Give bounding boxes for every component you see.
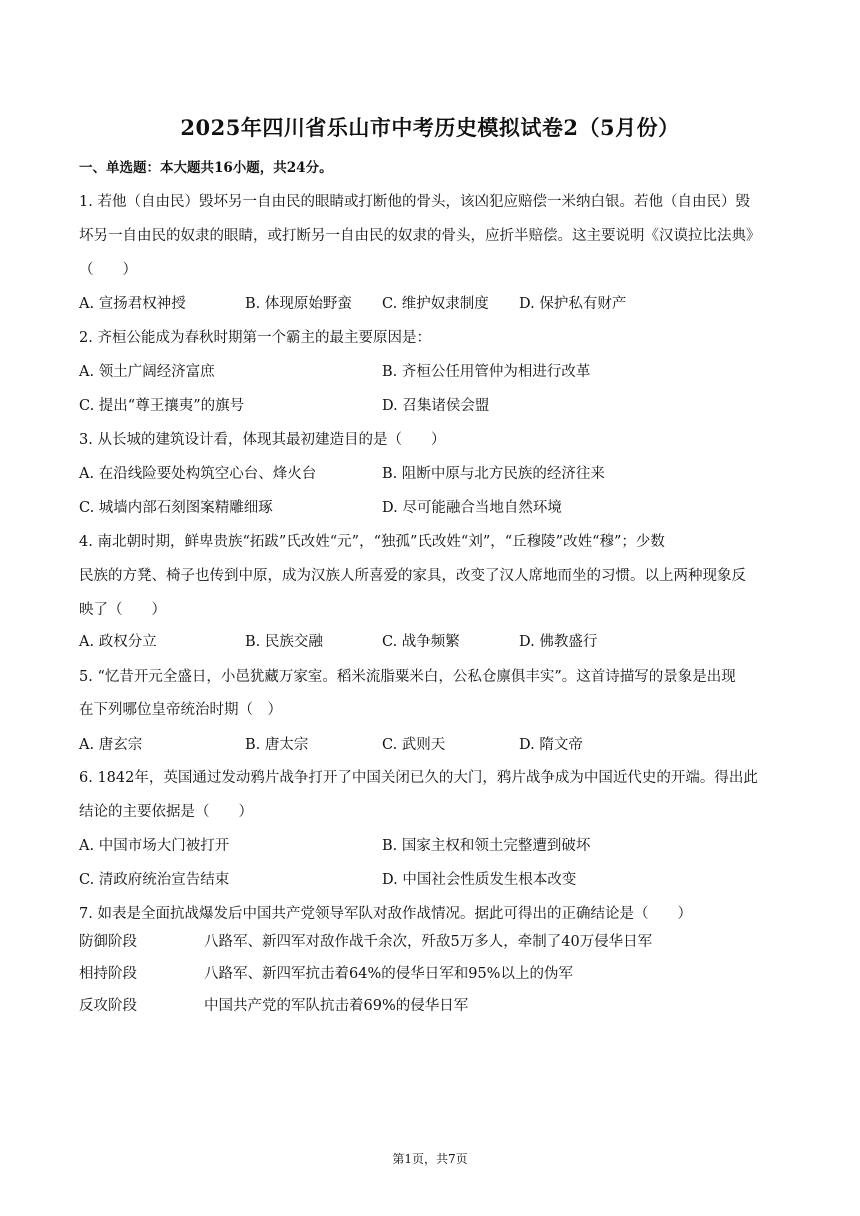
question-1-option-c: C. 维护奴隶制度 [382, 296, 489, 312]
page-footer: 第1页，共7页 [392, 1152, 468, 1166]
question-2-option-c: C. 提出“尊王攘夷”的旗号 [79, 398, 245, 414]
question-3-option-b: B. 阻断中原与北方民族的经济往来 [382, 466, 605, 482]
question-6-option-a: A. 中国市场大门被打开 [79, 838, 230, 854]
question-4-option-c: C. 战争频繁 [382, 634, 460, 650]
question-6-option-b: B. 国家主权和领土完整遭到破坏 [382, 838, 591, 854]
question-3-line-1: 3. 从长城的建筑设计看，体现其最初建造目的是（ ） [79, 432, 446, 448]
question-2-option-b: B. 齐桓公任用管仲为相进行改革 [382, 364, 591, 380]
question-2-line-1: 2. 齐桓公能成为春秋时期第一个霸主的最主要原因是： [79, 330, 431, 346]
table-cell-stage: 反攻阶段 [79, 998, 137, 1014]
question-5-option-b: B. 唐太宗 [245, 737, 309, 753]
question-5-line-1: 5. “忆昔开元全盛日，小邑犹藏万家室。稻米流脂粟米白，公私仓廪俱丰实”。这首诗描写的景象是出现 [79, 669, 736, 685]
question-4-option-a: A. 政权分立 [79, 634, 157, 650]
question-2-option-d: D. 召集诸侯会盟 [382, 398, 490, 414]
question-4-option-b: B. 民族交融 [245, 634, 323, 650]
question-1-option-d: D. 保护私有财产 [519, 296, 627, 312]
question-4-line-3: 映了（ ） [79, 602, 166, 618]
table-cell-stage: 防御阶段 [79, 934, 137, 950]
table-cell-stage: 相持阶段 [79, 966, 137, 982]
question-1-line-1: 1. 若他（自由民）毁坏另一自由民的眼睛或打断他的骨头，该凶犯应赔偿一米纳白银。若他（自由民）毁 [79, 194, 750, 210]
table-cell-detail: 八路军、新四军对敌作战千余次，歼敌5万多人，牵制了40万侵华日军 [204, 934, 653, 950]
question-7-line-1: 7. 如表是全面抗战爆发后中国共产党领导军队对敌作战情况。据此可得出的正确结论是（ ） [79, 906, 692, 922]
question-1-option-a: A. 宣扬君权神授 [79, 296, 186, 312]
question-5-option-d: D. 隋文帝 [519, 737, 583, 753]
question-6-option-d: D. 中国社会性质发生根本改变 [382, 872, 577, 888]
question-4-line-1: 4. 南北朝时期，鲜卑贵族“拓跋”氏改姓“元”，“独孤”氏改姓“刘”，“丘穆陵”改姓“穆”；少数 [79, 534, 665, 550]
question-3-option-a: A. 在沿线险要处构筑空心台、烽火台 [79, 466, 317, 482]
question-4-option-d: D. 佛教盛行 [519, 634, 598, 650]
question-4-line-2: 民族的方凳、椅子也传到中原，成为汉族人所喜爱的家具，改变了汉人席地而坐的习惯。以上两种现象反 [79, 568, 746, 584]
section-heading: 一、单选题：本大题共16小题，共24分。 [79, 160, 333, 176]
question-3-option-d: D. 尽可能融合当地自然环境 [382, 500, 562, 516]
table-cell-detail: 中国共产党的军队抗击着69%的侵华日军 [204, 998, 469, 1014]
question-2-option-a: A. 领土广阔经济富庶 [79, 364, 215, 380]
question-6-line-2: 结论的主要依据是（ ） [79, 804, 253, 820]
exam-title: 2025年四川省乐山市中考历史模拟试卷2（5月份） [180, 115, 680, 140]
table-cell-detail: 八路军、新四军抗击着64%的侵华日军和95%以上的伪军 [204, 966, 573, 982]
question-3-option-c: C. 城墙内部石刻图案精雕细琢 [79, 500, 273, 516]
question-1-option-b: B. 体现原始野蛮 [245, 296, 352, 312]
question-1-line-3: （ ） [79, 262, 137, 278]
question-1-line-2: 坏另一自由民的奴隶的眼睛，或打断另一自由民的奴隶的骨头，应折半赔偿。这主要说明《汉谟拉比法典》 [79, 228, 761, 244]
question-5-option-a: A. 唐玄宗 [79, 737, 143, 753]
question-6-option-c: C. 清政府统治宣告结束 [79, 872, 230, 888]
question-5-option-c: C. 武则天 [382, 737, 446, 753]
question-6-line-1: 6. 1842年，英国通过发动鸦片战争打开了中国关闭已久的大门，鸦片战争成为中国近代史的开端。得出此 [79, 770, 758, 786]
question-5-line-2: 在下列哪位皇帝统治时期（ ） [79, 702, 282, 718]
